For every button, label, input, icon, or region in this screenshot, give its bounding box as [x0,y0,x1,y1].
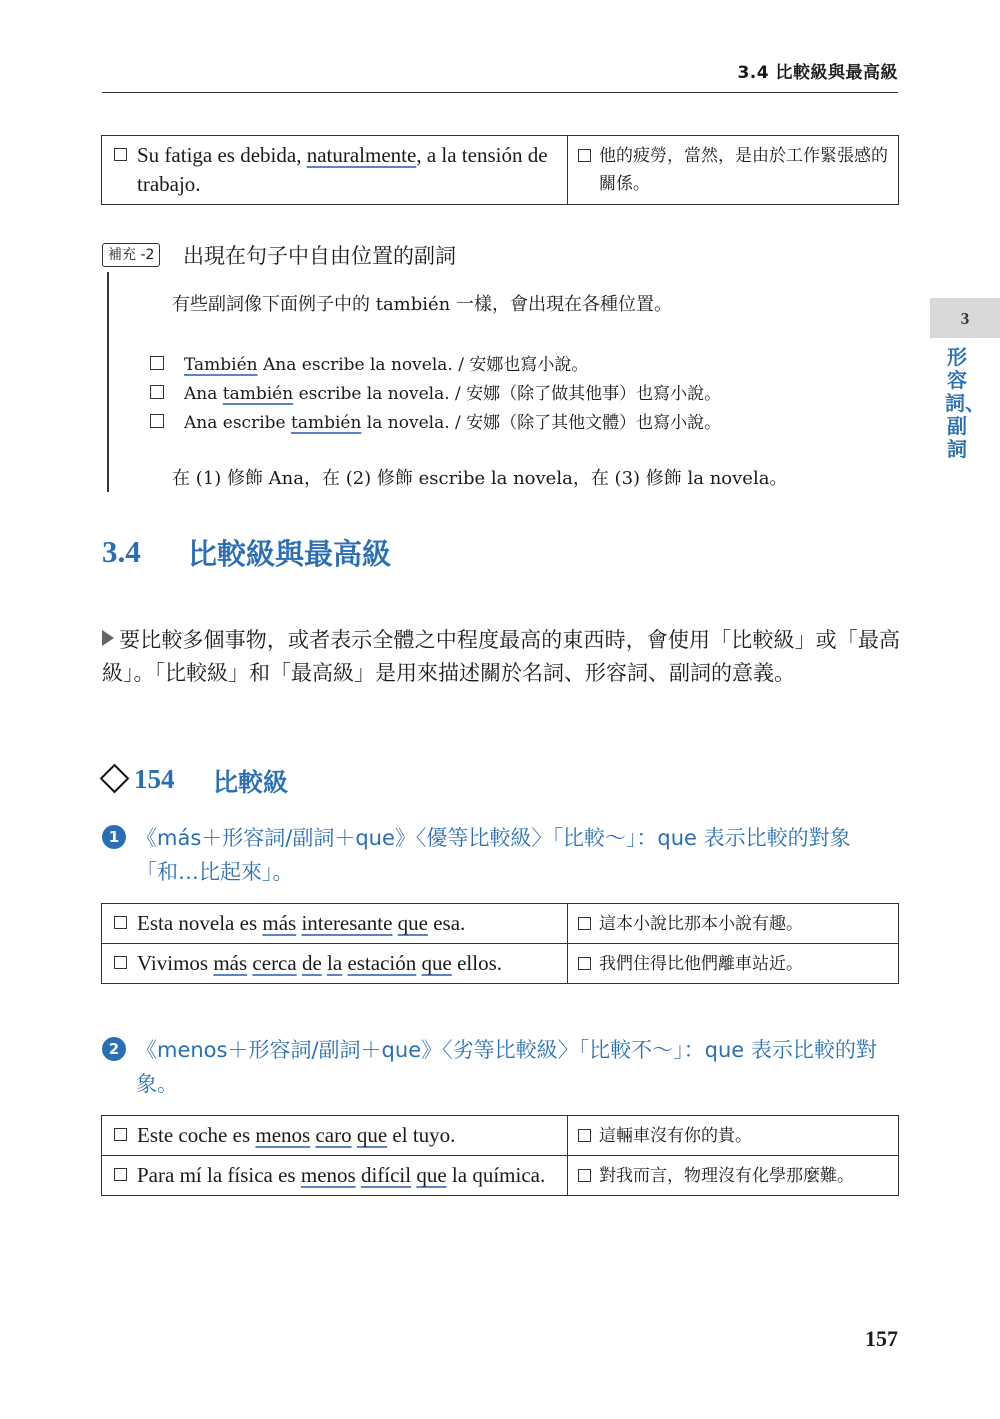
running-header: 3.4 比較級與最高級 [737,63,898,83]
text-segment: Vivimos [137,951,214,975]
number-badge-icon: 1 [102,825,126,849]
underlined-word: que [397,911,428,935]
underlined-word: caro [315,1123,352,1147]
underlined-word: también [290,413,362,433]
number-badge-icon: 2 [102,1037,126,1061]
text-segment: el tuyo. [387,1123,456,1147]
page-number: 157 [865,1326,898,1351]
example-text [184,379,721,404]
example-text [184,408,721,433]
underlined-word: que [356,1123,388,1147]
supplement-example-3 [150,408,721,433]
subsection-number: 154 [134,764,175,794]
checkbox-icon[interactable] [114,956,127,969]
chinese-translation: 我們住得比他們離車站近。 [599,953,803,974]
checkbox-icon[interactable] [150,414,164,428]
checkbox-icon[interactable] [150,385,164,399]
example-table-1 [101,903,899,984]
supplement-example-2 [150,379,721,404]
chinese-cell [568,1116,899,1156]
underlined-word: difícil [360,1163,412,1187]
text-segment: Esta novela es [137,911,263,935]
checkbox-icon[interactable] [114,916,127,929]
spanish-sentence [137,141,557,199]
text-segment: Este coche es [137,1123,256,1147]
checkbox-icon[interactable] [578,917,591,930]
underlined-word: la [327,951,343,975]
supplement-example-1 [150,350,588,375]
underlined-word: también [222,384,294,404]
chinese-translation: 對我而言，物理沒有化學那麼難。 [599,1165,854,1186]
subsection-title: 比較級 [213,768,289,797]
example-table-2 [101,1115,899,1196]
underlined-word: menos [300,1163,356,1187]
underlined-word: interesante [301,911,393,935]
section-intro [102,624,900,690]
checkbox-icon[interactable] [114,1168,127,1181]
example-table-top [101,135,899,205]
section-title: 比較級與最高級 [188,537,392,571]
section-intro-text: 要比較多個事物，或者表示全體之中程度最高的東西時，會使用「比較級」或「最高級」。「比較級」和「最高級」是用來描述關於名詞、形容詞、副詞的意義。 [102,628,900,685]
spanish-sentence [137,1121,455,1150]
underlined-word: También [184,355,258,375]
checkbox-icon[interactable] [150,356,164,370]
chinese-cell [568,944,899,984]
underlined-word: estación [347,951,417,975]
header-divider [102,92,898,93]
diamond-icon [100,764,130,794]
supplement-label: 補充 -2 [102,243,160,267]
underlined-word: cerca [252,951,297,975]
spanish-cell [102,1116,568,1156]
text-segment: esa. [427,911,466,935]
chinese-translation: 這輛車沒有你的貴。 [599,1125,752,1146]
text-segment: la novela. / 安娜（除了其他文體）也寫小說。 [361,413,722,433]
supplement-intro: 有些副詞像下面例子中的 también 一樣，會出現在各種位置。 [172,294,672,315]
spanish-sentence [137,909,465,938]
chapter-tab-label: 形容詞、副詞 [945,345,985,461]
spanish-cell [102,904,568,944]
checkbox-icon[interactable] [578,1169,591,1182]
rule-text: 《menos＋形容詞/副詞＋que》〈劣等比較級〉「比較不～」：que 表示比較的對象。 [136,1038,877,1096]
underlined-word: que [416,1163,447,1187]
spanish-sentence [137,949,502,978]
underlined-word: más [262,911,297,935]
text-segment: Para mí la física es [137,1163,301,1187]
checkbox-icon[interactable] [578,957,591,970]
chinese-cell [568,904,899,944]
spanish-cell [102,944,568,984]
underlined-word: naturalmente [306,143,417,167]
chapter-tab[interactable]: 3 [930,298,1000,338]
chinese-cell [568,136,899,205]
table-row [102,1156,899,1196]
text-segment: Su fatiga es debida, [137,143,307,167]
underlined-word: más [213,951,248,975]
example-text [184,350,588,375]
text-segment: , a la tensión de trabajo. [137,143,548,196]
rule-2 [102,1033,900,1101]
checkbox-icon[interactable] [578,1129,591,1142]
table-row [102,136,899,205]
spanish-sentence [137,1161,545,1190]
underlined-word: menos [255,1123,311,1147]
text-segment: ellos. [451,951,502,975]
supplement-title: 出現在句子中自由位置的副詞 [183,244,456,268]
triangle-bullet-icon [102,630,114,646]
underlined-word: de [301,951,322,975]
chinese-cell [568,1156,899,1196]
table-row [102,944,899,984]
supplement-note: 在 (1) 修飾 Ana，在 (2) 修飾 escribe la novela，在 (3) 修飾 la novela。 [172,468,788,489]
chinese-translation: 這本小說比那本小說有趣。 [599,913,803,934]
checkbox-icon[interactable] [578,149,591,162]
table-row [102,1116,899,1156]
checkbox-icon[interactable] [114,148,127,161]
text-segment: escribe la novela. / 安娜（除了做其他事）也寫小說。 [293,384,722,404]
spanish-cell [102,136,568,205]
text-segment: Ana escribe la novela. / 安娜也寫小說。 [257,355,589,375]
text-segment: Ana [184,384,223,404]
table-row [102,904,899,944]
text-segment: la química. [446,1163,546,1187]
spanish-cell [102,1156,568,1196]
rule-text: 《más＋形容詞/副詞＋que》〈優等比較級〉「比較～」：que 表示比較的對象「和…比起來」。 [136,826,851,884]
underlined-word: que [421,951,452,975]
supplement-bar [107,272,109,492]
chinese-translation: 他的疲勞，當然，是由於工作緊張感的關係。 [599,146,888,194]
rule-1 [102,821,900,889]
text-segment: Ana escribe [184,413,291,433]
section-number: 3.4 [102,534,141,569]
checkbox-icon[interactable] [114,1128,127,1141]
